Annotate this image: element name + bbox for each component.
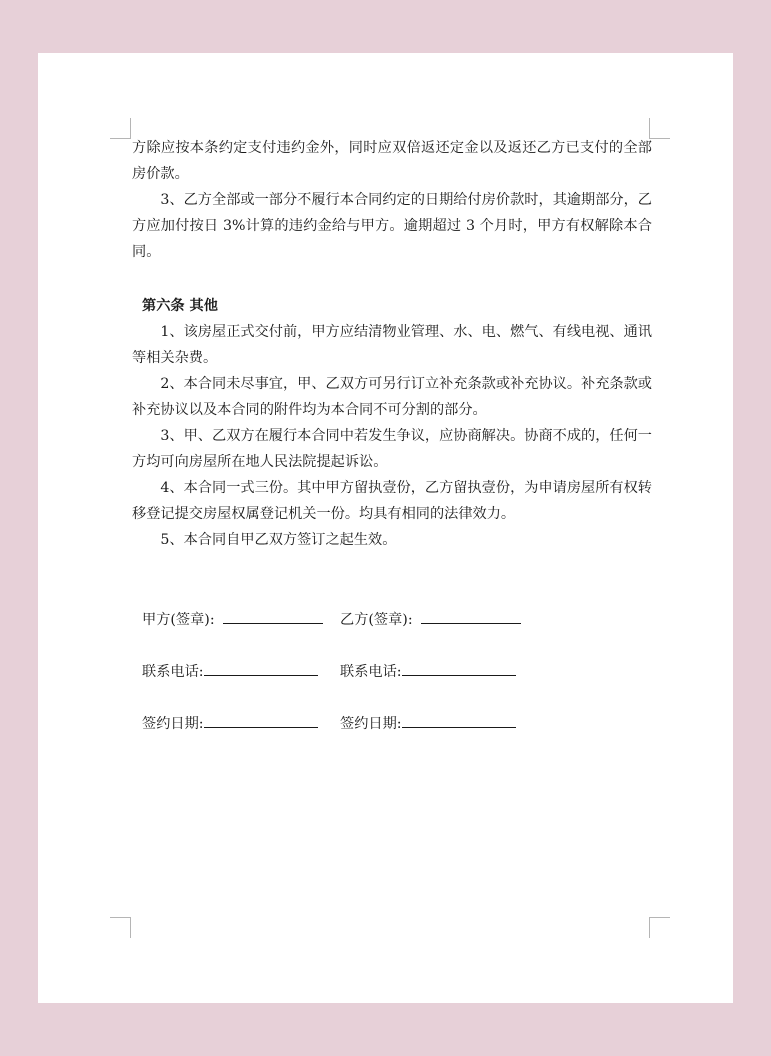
party-a-date-line[interactable] xyxy=(204,711,318,728)
party-a-signature xyxy=(142,607,323,629)
margin-corner-bottom-right xyxy=(649,917,670,938)
section-heading: 第六条 其他 xyxy=(142,298,218,314)
party-b-date-label: 签约日期: xyxy=(340,716,402,732)
margin-corner-bottom-left xyxy=(110,917,131,938)
paragraph-other-4: 4、本合同一式三份。其中甲方留执壹份，乙方留执壹份，为申请房屋所有权转移登记提交房屋权属登记机关一份。均具有相同的法律效力。 xyxy=(132,480,652,522)
paragraph-penalty-continued: 方除应按本条约定支付违约金外，同时应双倍返还定金以及返还乙方已支付的全部房价款。 xyxy=(132,140,652,182)
date-row xyxy=(142,711,592,763)
paragraph-other-5: 5、本合同自甲乙双方签订之起生效。 xyxy=(160,532,397,548)
party-a-phone xyxy=(142,659,318,681)
party-b-phone-line[interactable] xyxy=(402,659,516,676)
party-a-phone-label: 联系电话: xyxy=(142,664,204,680)
document-page xyxy=(38,53,733,1003)
party-b-sign-label: 乙方(签章): xyxy=(340,612,413,628)
party-a-date-label: 签约日期: xyxy=(142,716,204,732)
paragraph-clause-3-late-payment: 3、乙方全部或一部分不履行本合同约定的日期给付房价款时，其逾期部分，乙方应加付按日 3%计算的违约金给与甲方。逾期超过 3 个月时，甲方有权解除本合同。 xyxy=(132,192,652,260)
margin-corner-top-left xyxy=(110,118,131,139)
margin-corner-top-right xyxy=(649,118,670,139)
signature-row xyxy=(142,607,592,659)
party-b-date-line[interactable] xyxy=(402,711,516,728)
paragraph-other-1: 1、该房屋正式交付前，甲方应结清物业管理、水、电、燃气、有线电视、通讯等相关杂费。 xyxy=(132,324,652,366)
document-body xyxy=(132,135,652,553)
paragraph-other-3: 3、甲、乙双方在履行本合同中若发生争议，应协商解决。协商不成的，任何一方均可向房屋所在地人民法院提起诉讼。 xyxy=(132,428,652,470)
party-a-sign-label: 甲方(签章): xyxy=(142,612,215,628)
phone-row xyxy=(142,659,592,711)
signature-block xyxy=(142,607,592,763)
party-b-phone xyxy=(340,659,516,681)
paragraph-other-2: 2、本合同未尽事宜，甲、乙双方可另行订立补充条款或补充协议。补充条款或补充协议以及本合同的附件均为本合同不可分割的部分。 xyxy=(132,376,652,418)
party-a-sign-line[interactable] xyxy=(223,607,323,624)
party-b-signature xyxy=(340,607,521,629)
party-b-sign-line[interactable] xyxy=(421,607,521,624)
party-a-date xyxy=(142,711,318,733)
party-b-date xyxy=(340,711,516,733)
party-b-phone-label: 联系电话: xyxy=(340,664,402,680)
party-a-phone-line[interactable] xyxy=(204,659,318,676)
